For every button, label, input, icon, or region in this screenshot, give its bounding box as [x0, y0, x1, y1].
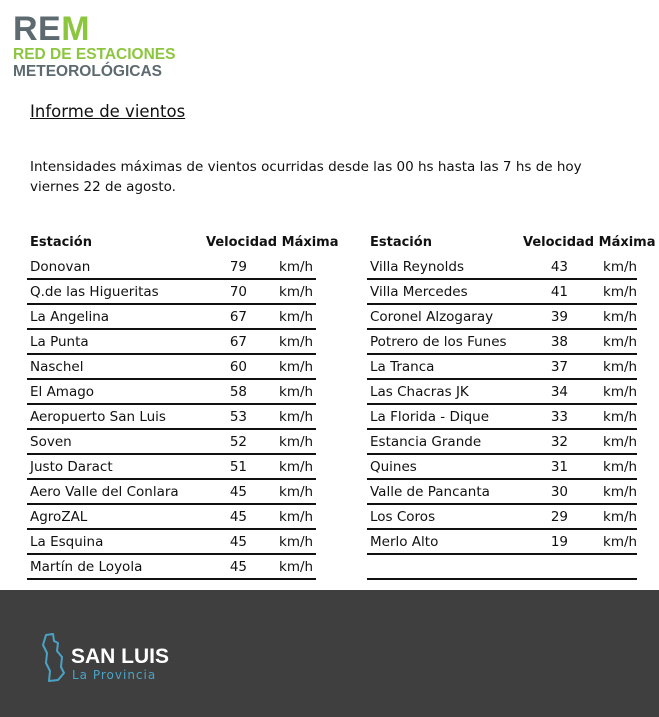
- row-underline: [27, 328, 316, 330]
- rem-wordmark: [13, 10, 176, 48]
- row-underline: [367, 278, 637, 280]
- row-underline: [367, 403, 637, 405]
- logo-line-2: METEOROLÓGICAS: [13, 63, 162, 80]
- row-underline: [367, 528, 637, 530]
- row-underline: [367, 478, 637, 480]
- footer-province-name: SAN LUIS: [71, 645, 170, 668]
- station-name: La Esquina: [30, 534, 104, 550]
- row-underline: [367, 303, 637, 305]
- wind-speed-value: 38: [550, 334, 568, 350]
- wind-speed-value: 29: [550, 509, 568, 525]
- station-name: La Punta: [30, 334, 89, 350]
- station-name: Las Chacras JK: [370, 384, 469, 400]
- wind-speed-unit: km/h: [279, 534, 314, 550]
- header-station: Estación: [30, 235, 92, 250]
- wind-speed-unit: km/h: [279, 409, 314, 425]
- wind-speed-unit: km/h: [279, 459, 314, 475]
- header-velocity: Velocidad Máxima: [523, 235, 656, 250]
- station-name: La Tranca: [370, 359, 435, 375]
- wind-speed-unit: km/h: [279, 384, 314, 400]
- wind-speed-unit: km/h: [603, 334, 638, 350]
- wind-speed-value: 45: [229, 484, 247, 500]
- wind-speed-value: 41: [550, 284, 568, 300]
- wind-speed-unit: km/h: [603, 309, 638, 325]
- station-name: La Angelina: [30, 309, 110, 325]
- station-name: Soven: [30, 434, 72, 450]
- row-underline: [27, 303, 316, 305]
- wind-speed-unit: km/h: [279, 559, 314, 575]
- footer-bar: [0, 590, 659, 717]
- wind-speed-value: 52: [229, 434, 247, 450]
- wind-speed-value: 58: [229, 384, 247, 400]
- station-name: Valle de Pancanta: [370, 484, 490, 500]
- station-name: Villa Mercedes: [370, 284, 468, 300]
- footer-province-sub: La Provincia: [72, 668, 157, 682]
- wind-speed-unit: km/h: [279, 434, 314, 450]
- station-name: Martín de Loyola: [30, 559, 143, 575]
- wind-speed-unit: km/h: [603, 459, 638, 475]
- logo-line-1: RED DE ESTACIONES: [13, 46, 176, 63]
- row-underline: [27, 478, 316, 480]
- header-velocity: Velocidad Máxima: [206, 235, 339, 250]
- row-underline: [27, 578, 316, 580]
- row-underline: [27, 353, 316, 355]
- wind-speed-value: 53: [229, 409, 247, 425]
- row-underline: [27, 553, 316, 555]
- wind-speed-unit: km/h: [603, 534, 638, 550]
- wind-speed-value: 32: [550, 434, 568, 450]
- wind-speed-unit: km/h: [603, 359, 638, 375]
- wind-speed-value: 45: [229, 534, 247, 550]
- row-underline: [367, 503, 637, 505]
- province-map-icon: [40, 633, 66, 683]
- wind-speed-value: 45: [229, 559, 247, 575]
- row-underline: [27, 378, 316, 380]
- station-name: Justo Daract: [30, 459, 113, 475]
- row-underline: [27, 453, 316, 455]
- station-name: AgroZAL: [30, 509, 88, 525]
- wind-speed-unit: km/h: [603, 409, 638, 425]
- report-title: Informe de vientos: [30, 102, 186, 121]
- wind-speed-unit: km/h: [279, 509, 314, 525]
- station-name: Quines: [370, 459, 417, 475]
- wind-speed-value: 19: [550, 534, 568, 550]
- station-name: Los Coros: [370, 509, 436, 525]
- row-underline: [27, 278, 316, 280]
- wind-speed-value: 67: [229, 334, 247, 350]
- wind-speed-value: 31: [550, 459, 568, 475]
- row-underline: [27, 503, 316, 505]
- row-underline: [367, 453, 637, 455]
- station-name: Naschel: [30, 359, 84, 375]
- wind-speed-unit: km/h: [603, 284, 638, 300]
- station-name: La Florida - Dique: [370, 409, 490, 425]
- station-name: El Amago: [30, 384, 95, 400]
- wind-speed-unit: km/h: [603, 484, 638, 500]
- wind-speed-unit: km/h: [279, 484, 314, 500]
- row-underline: [367, 328, 637, 330]
- wind-speed-value: 51: [229, 459, 247, 475]
- wind-speed-unit: km/h: [279, 334, 314, 350]
- wind-speed-value: 43: [550, 259, 568, 275]
- row-underline: [367, 553, 637, 555]
- row-underline: [27, 528, 316, 530]
- row-underline: [367, 353, 637, 355]
- station-name: Merlo Alto: [370, 534, 439, 550]
- rem-wordmark-re: RE: [13, 10, 62, 48]
- wind-speed-value: 33: [550, 409, 568, 425]
- rem-logo: [13, 10, 176, 80]
- station-name: Q.de las Higueritas: [30, 284, 159, 300]
- wind-speed-unit: km/h: [603, 384, 638, 400]
- row-underline: [367, 578, 637, 580]
- station-name: Estancia Grande: [370, 434, 482, 450]
- wind-speed-unit: km/h: [603, 434, 638, 450]
- row-underline: [27, 428, 316, 430]
- report-intro: Intensidades máximas de vientos ocurridas desde las 00 hs hasta las 7 hs de hoy viernes 22 de agosto.: [30, 159, 582, 195]
- wind-speed-unit: km/h: [603, 259, 638, 275]
- wind-speed-value: 79: [229, 259, 247, 275]
- row-underline: [367, 378, 637, 380]
- rem-wordmark-m: M: [61, 10, 91, 48]
- wind-speed-unit: km/h: [279, 309, 314, 325]
- wind-speed-value: 67: [229, 309, 247, 325]
- station-name: Aero Valle del Conlara: [30, 484, 179, 500]
- row-underline: [367, 428, 637, 430]
- wind-speed-value: 45: [229, 509, 247, 525]
- wind-speed-unit: km/h: [603, 509, 638, 525]
- header-station: Estación: [370, 235, 432, 250]
- wind-speed-value: 70: [229, 284, 247, 300]
- station-name: Coronel Alzogaray: [370, 309, 494, 325]
- wind-speed-value: 60: [229, 359, 247, 375]
- wind-speed-value: 34: [550, 384, 568, 400]
- wind-speed-unit: km/h: [279, 259, 314, 275]
- wind-speed-unit: km/h: [279, 284, 314, 300]
- row-underline: [27, 403, 316, 405]
- wind-speed-unit: km/h: [279, 359, 314, 375]
- station-name: Donovan: [30, 259, 91, 275]
- station-name: Villa Reynolds: [370, 259, 464, 275]
- station-name: Aeropuerto San Luis: [30, 409, 166, 425]
- wind-speed-value: 37: [550, 359, 568, 375]
- station-name: Potrero de los Funes: [370, 334, 507, 350]
- wind-speed-value: 30: [550, 484, 568, 500]
- wind-speed-value: 39: [550, 309, 568, 325]
